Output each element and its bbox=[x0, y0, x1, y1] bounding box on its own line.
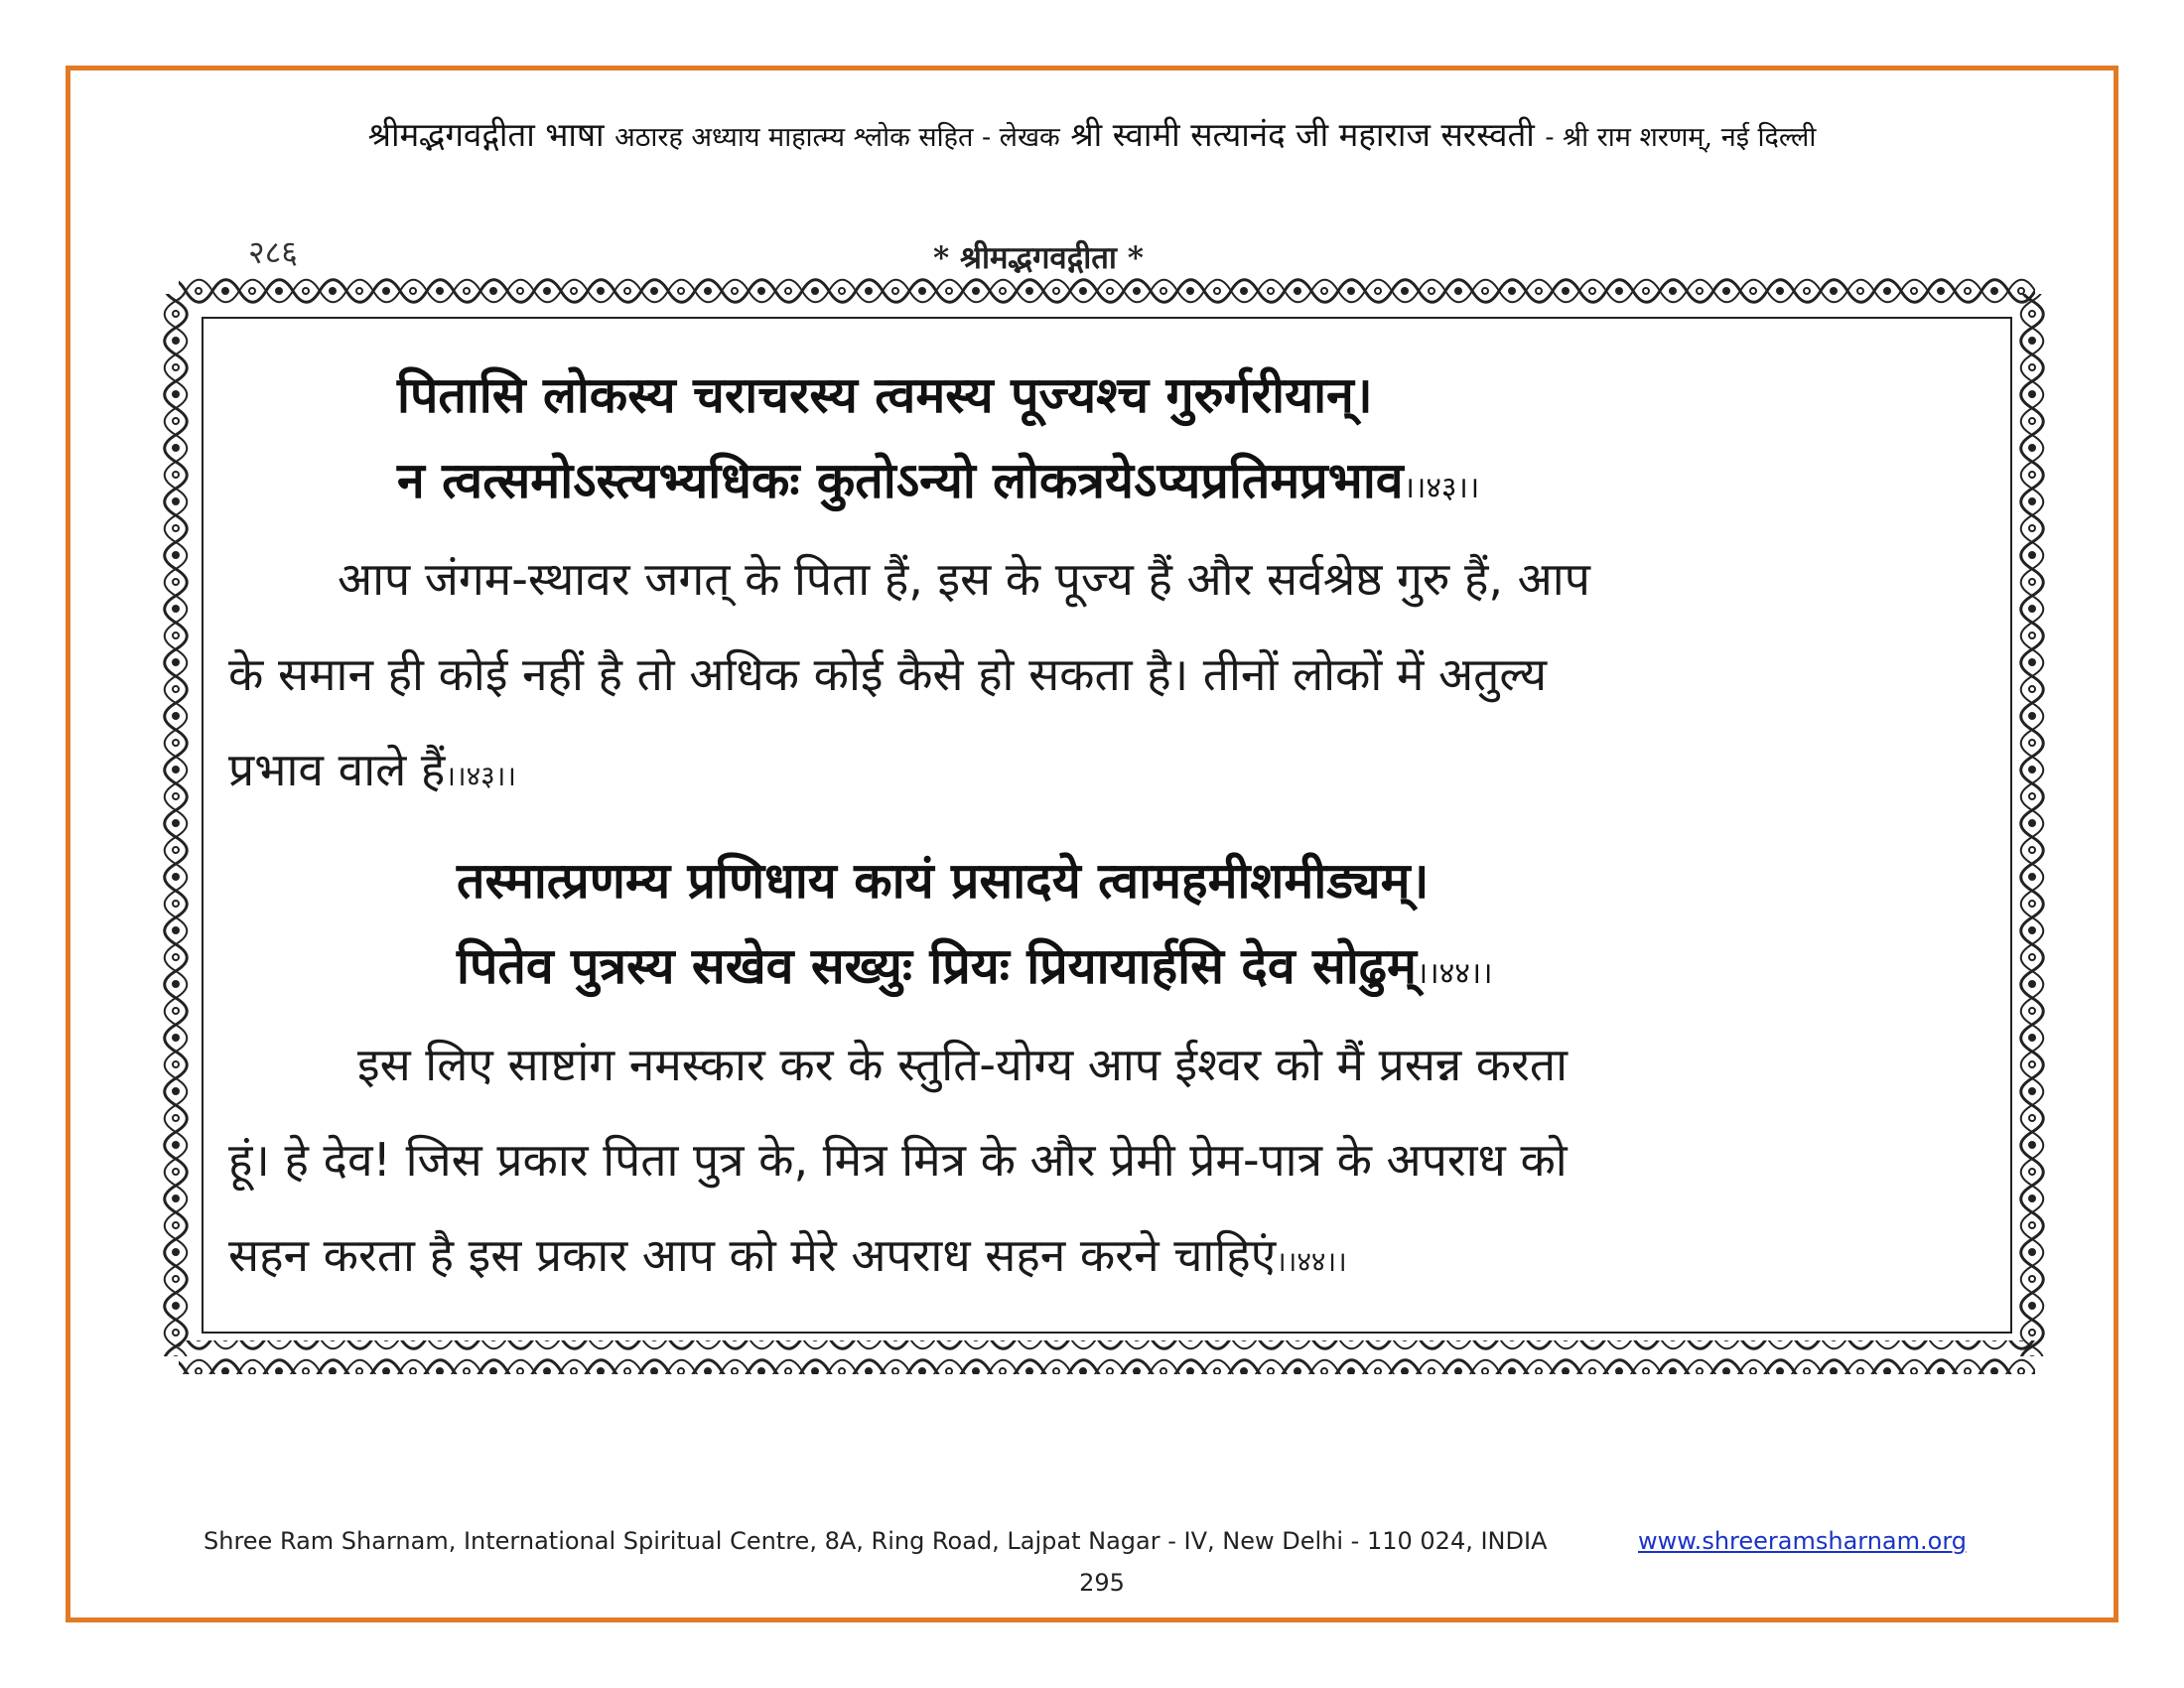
verse-44-line-1 bbox=[228, 838, 1995, 923]
translation-43-line-3 bbox=[228, 722, 1995, 824]
verse-43-line-2 bbox=[228, 438, 1995, 531]
verse-44-line-2 bbox=[228, 923, 1995, 1017]
translation-text: प्रभाव वाले हैं bbox=[228, 743, 446, 796]
scan-running-title: * श्रीमद्भगवद्गीता * bbox=[933, 240, 1144, 276]
website-link[interactable]: www.shreeramsharnam.org bbox=[1638, 1527, 1968, 1555]
translation-43-line-2: के समान ही कोई नहीं है तो अधिक कोई कैसे हो सकता है। तीनों लोकों में अतुल्य bbox=[228, 647, 1548, 701]
translation-44-line-3 bbox=[228, 1207, 1995, 1310]
header-publisher: - श्री राम शरणम्, नई दिल्ली bbox=[1545, 122, 1817, 153]
verse-43-line-1 bbox=[228, 352, 1995, 438]
header-author: श्री स्वामी सत्यानंद जी महाराज सरस्वती bbox=[1070, 115, 1535, 154]
page-content bbox=[228, 352, 1995, 1310]
translation-44-line-2: हूं। हे देव! जिस प्रकार पिता पुत्र के, मित्र मित्र के और प्रेमी प्रेम-पात्र के अपराध को bbox=[228, 1133, 1568, 1187]
verse-text: पितासि लोकस्य चराचरस्य त्वमस्य पूज्यश्च गुरुर्गरीयान्। bbox=[397, 365, 1373, 424]
translation-44-line-1: इस लिए साष्टांग नमस्कार कर के स्तुति-योग्य आप ईश्वर को मैं प्रसन्न करता bbox=[357, 1038, 1569, 1091]
translation-43-line-1: आप जंगम-स्थावर जगत् के पिता हैं, इस के पूज्य हैं और सर्वश्रेष्ठ गुरु हैं, आप bbox=[338, 552, 1590, 606]
border-top bbox=[179, 276, 2035, 310]
verse-number: ।।४४।। bbox=[1416, 956, 1493, 991]
footer-address: Shree Ram Sharnam, International Spiritual Centre, 8A, Ring Road, Lajpat Nagar - IV, New Delhi - 110 024, INDIA bbox=[204, 1527, 1548, 1555]
header-subtitle: अठारह अध्याय माहात्म्य श्लोक सहित - लेखक bbox=[614, 122, 1060, 153]
border-right bbox=[2019, 294, 2053, 1356]
page-header bbox=[99, 111, 2085, 156]
verse-number: ।।४३।। bbox=[445, 760, 516, 792]
footer-page-number: 295 bbox=[1079, 1569, 1125, 1597]
border-left bbox=[161, 294, 195, 1356]
verse-number: ।।४४।। bbox=[1276, 1245, 1347, 1278]
verse-text: तस्मात्प्रणम्य प्रणिधाय कायं प्रसादये त्वामहमीशमीड्यम्। bbox=[457, 851, 1430, 910]
verse-text: पितेव पुत्रस्य सखेव सख्युः प्रियः प्रियायार्हसि देव सोढुम् bbox=[457, 936, 1417, 995]
border-bottom bbox=[179, 1340, 2035, 1374]
scan-page-number: २८६ bbox=[248, 233, 298, 271]
verse-number: ।।४३।। bbox=[1403, 471, 1480, 505]
verse-text: न त्वत्समोऽस्त्यभ्यधिकः कुतोऽन्यो लोकत्रयेऽप्यप्रतिमप्रभाव bbox=[397, 451, 1404, 509]
translation-text: सहन करता है इस प्रकार आप को मेरे अपराध सहन करने चाहिएं bbox=[228, 1228, 1277, 1282]
header-title: श्रीमद्भगवद्गीता भाषा bbox=[367, 115, 605, 154]
